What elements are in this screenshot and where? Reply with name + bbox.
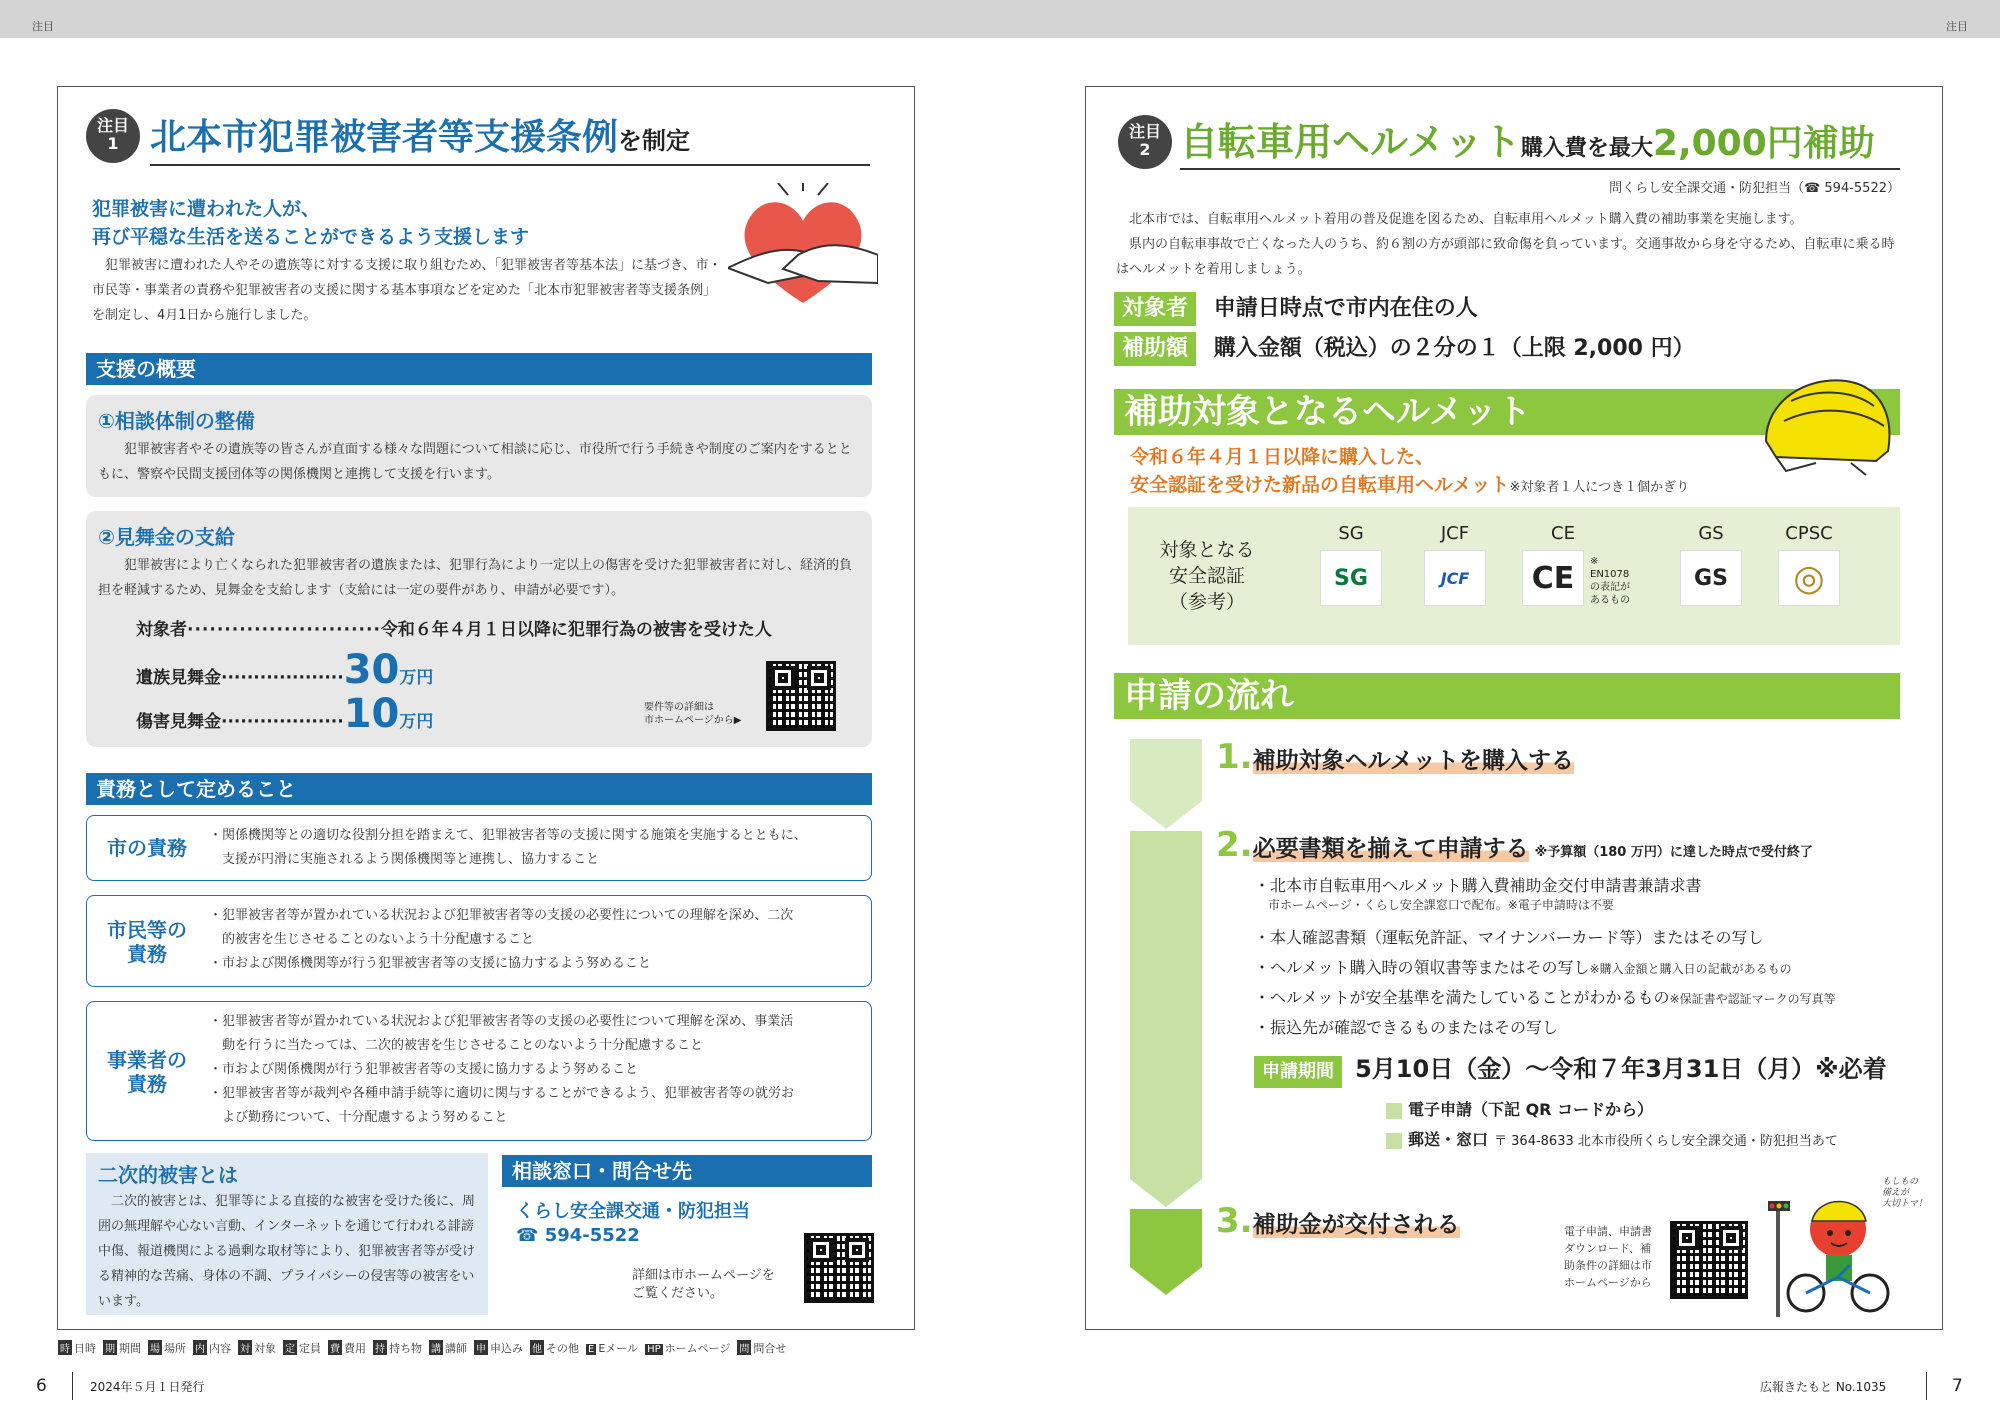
step-3: [1216, 1201, 1460, 1241]
period-label: 申請期間: [1254, 1056, 1342, 1088]
right-title: [1180, 111, 1900, 170]
cert-sg: SG SG: [1320, 523, 1382, 606]
eligibility-row: [1114, 291, 1478, 326]
period-value: 5月10日（金）～令和７年3月31日（月）※必着: [1355, 1055, 1887, 1083]
helmet-illustration: [1756, 371, 1896, 481]
lead-line-1: 犯罪被害に遭われた人が、: [92, 198, 321, 220]
cert-cpsc: CPSC ◎: [1778, 523, 1840, 606]
cert-label: 対象となる 安全認証 （参考）: [1159, 539, 1255, 613]
contact-tel: ☎ 594-5522: [516, 1225, 640, 1246]
lead-line-2: 再び平穏な生活を送ることができるよう支援します: [92, 226, 530, 248]
contact-note: 詳細は市ホームページを ご覧ください。: [632, 1268, 775, 1301]
helmet-conditions: [1130, 443, 1689, 502]
secondary-body: 二次的被害とは、犯罪等による直接的な被害を受けた後に、周囲の無理解や心ない言動、インターネットを通じて行われる誹謗中傷、報道機関による過剰な取材等により、犯罪被害者等が受ける精神的な苦痛、身体の不調、プライバシーの侵害等の被害をいいます。: [98, 1194, 476, 1309]
right-panel: [1085, 86, 1943, 1330]
right-intro-1: 北本市では、自転車用ヘルメット着用の普及促進を図るため、自転車用ヘルメット購入費の補助事業を実施します。: [1129, 212, 1803, 227]
helmet-cond-2: 安全認証を受けた新品の自転車用ヘルメット: [1130, 474, 1510, 496]
issue-date: 2024年５月１日発行: [90, 1380, 205, 1394]
footer-divider-right: [1926, 1372, 1927, 1400]
eligibility-label: 対象者: [1114, 292, 1196, 326]
duty-citizens-label: 市民等の 責務: [107, 918, 187, 966]
sec2-body: 犯罪被害により亡くなられた犯罪被害者の遺族または、犯罪行為により一定以上の傷害を受けた犯罪被害者に対し、経済的負担を軽減するため、見舞金を支給します（支給には一定の要件があり、申請が必要です）。: [98, 558, 853, 598]
subsidy-value: 購入金額（税込）の２分の１（上限 2,000 円）: [1213, 336, 1695, 361]
duties-header: 責務として定めること: [86, 773, 872, 805]
helmet-header: 補助対象となるヘルメット: [1114, 389, 1900, 435]
ce-note: ※ EN1078 の表記が あるもの: [1590, 556, 1630, 606]
injury-row: 傷害見舞金···················10万円: [136, 691, 434, 737]
application-period: [1254, 1049, 1887, 1088]
gs-logo: GS: [1680, 550, 1742, 606]
secondary-damage-box: [86, 1153, 488, 1315]
cert-ce: CE CE: [1522, 523, 1584, 606]
step-3-num: 3.: [1216, 1201, 1253, 1241]
step-1-num: 1.: [1216, 737, 1253, 777]
duty-businesses: [86, 1001, 872, 1141]
condolence-section: [86, 511, 872, 747]
target-label: 対象者: [136, 620, 187, 640]
method-mail-marker: [1386, 1133, 1402, 1149]
method-online: 電子申請（下記 QR コードから）: [1386, 1097, 1653, 1120]
bereaved-amount: 30: [343, 647, 400, 693]
cert-jcf: JCF JCF: [1424, 523, 1486, 606]
flow-header: 申請の流れ: [1114, 673, 1900, 719]
target-row: 対象者··························令和６年４月１日以降に犯罪行為の被害を受けた人: [136, 620, 772, 640]
left-title-main: 北本市犯罪被害者等支援条例: [150, 117, 619, 158]
left-section-tag: 注目: [32, 20, 54, 33]
step-2-num: 2.: [1216, 825, 1253, 865]
cpsc-logo: ◎: [1778, 550, 1840, 606]
bereaved-row: 遺族見舞金···················30万円: [136, 647, 434, 693]
icon-legend: 時 日時 期 期間 場 場所 内 内容 対 対象 定 定員 費 費用 持 持ち物 講 講師 申 申込み 他 その他 E Eメール HP ホームページ 問 問合せ: [60, 1342, 787, 1355]
jcf-logo: JCF: [1424, 550, 1486, 606]
mascot-bubble: もしもの 備えが 大切トマ！: [1882, 1177, 1928, 1209]
sec1-title: ①相談体制の整備: [98, 409, 255, 433]
duty-businesses-label: 事業者の 責務: [107, 1048, 187, 1096]
step-2-text: 必要書類を揃えて申請する: [1252, 836, 1529, 862]
injury-label: 傷害見舞金: [136, 712, 221, 732]
injury-unit: 万円: [399, 712, 434, 732]
duty-city: [86, 815, 872, 881]
left-panel: [57, 86, 915, 1330]
footer-divider-left: [72, 1372, 73, 1400]
doc-5: ・振込先が確認できるものまたはその写し: [1254, 1018, 1559, 1037]
ce-logo: CE: [1522, 550, 1584, 606]
sec2-title: ②見舞金の支給: [98, 525, 235, 549]
helmet-note: ※対象者１人につき１個かぎり: [1509, 480, 1690, 495]
bereaved-label: 遺族見舞金: [136, 668, 221, 688]
step-2: [1216, 825, 1813, 865]
tomato-mascot-bicycle: [1768, 1181, 1898, 1321]
left-title: [150, 109, 870, 166]
right-intro-2: 県内の自転車事故で亡くなった人のうち、約６割の方が頭部に致命傷を負っています。交通事故から身を守るため、自転車に乗る時はヘルメットを着用しましょう。: [1116, 237, 1895, 277]
contact-dept: くらし安全課交通・防犯担当: [516, 1201, 750, 1222]
qr-code-left-2[interactable]: [804, 1233, 874, 1303]
duty-city-text: ・関係機関等との適切な役割分担を踏まえて、犯罪被害者等の支援に関する施策を実施するとともに、 支援が円滑に実施されるよう関係機関等と連携し、協力すること: [209, 828, 807, 867]
lead-text: [92, 195, 529, 251]
step-1-text: 補助対象ヘルメットを購入する: [1252, 748, 1574, 774]
subsidy-label: 補助額: [1114, 332, 1196, 366]
doc-3: ・ヘルメット購入時の領収書等またはその写し※購入金額と購入日の記載があるもの: [1254, 958, 1792, 977]
right-intro: [1116, 207, 1906, 282]
duty-city-label: 市の責務: [107, 836, 187, 860]
sg-logo: SG: [1320, 550, 1382, 606]
duty-citizens: [86, 895, 872, 987]
subsidy-row: [1114, 331, 1695, 366]
doc-1: ・北本市自転車用ヘルメット購入費補助金交付申請書兼請求書 市ホームページ・くらし安全課窓口で配布。※電子申請時は不要: [1254, 876, 1702, 912]
left-title-suffix: を制定: [618, 127, 691, 155]
doc-4: ・ヘルメットが安全基準を満たしていることがわかるもの※保証書や認証マークの写真等: [1254, 988, 1836, 1007]
helmet-cond-1: 令和６年４月１日以降に購入した、: [1130, 446, 1435, 468]
heart-hands-illustration: [728, 183, 878, 313]
page-number-left: 6: [36, 1376, 47, 1396]
duty-citizens-text: ・犯罪被害者等が置かれている状況および犯罪被害者等の支援の必要性についての理解を深め、二次 的被害を生じさせることのないよう十分配慮すること ・市および関係機関等が行う犯罪被害者等の支援に協力するよう努めること: [209, 908, 794, 971]
bereaved-unit: 万円: [399, 668, 434, 688]
consultation-section: [86, 395, 872, 497]
injury-amount: 10: [343, 691, 400, 737]
feature-badge-1: 注目 1: [86, 109, 140, 163]
target-value: 令和６年４月１日以降に犯罪行為の被害を受けた人: [380, 620, 772, 640]
right-title-amount: 2,000円補助: [1652, 123, 1875, 164]
left-intro: 犯罪被害に遭われた人やその遺族等に対する支援に取り組むため、「犯罪被害者等基本法」に基づき、市・市民等・事業者の責務や犯罪被害者の支援に関する基本事項などを定めた「北本市犯罪被害者等支援条例」を制定し、4月1日から施行しました。: [92, 258, 722, 323]
method-online-marker: [1386, 1103, 1402, 1119]
doc-2: ・本人確認書類（運転免許証、マイナンバーカード等）またはその写し: [1254, 928, 1764, 947]
certification-box: [1128, 507, 1900, 645]
qr-code-left-1[interactable]: [766, 661, 836, 731]
inquiry-line: 問くらし安全課交通・防犯担当（☎ 594-5522）: [1609, 181, 1900, 196]
page-number-right: 7: [1952, 1376, 1963, 1396]
secondary-title: 二次的被害とは: [98, 1163, 238, 1187]
feature-badge-2: 注目 2: [1118, 115, 1172, 169]
magazine-name: 広報きたもと No.1035: [1760, 1380, 1887, 1394]
cert-gs: GS GS: [1680, 523, 1742, 606]
method-mail: 郵送・窓口 〒 364-8633 北本市役所くらし安全課交通・防犯担当あて: [1386, 1127, 1838, 1150]
right-section-tag: 注目: [1946, 20, 1968, 33]
step-1: [1216, 737, 1574, 777]
overview-header: 支援の概要: [86, 353, 872, 385]
qr-note-right: 電子申請、申請書 ダウンロード、補 助条件の詳細は市 ホームページから: [1564, 1225, 1652, 1289]
eligibility-value: 申請日時点で市内在住の人: [1213, 296, 1478, 321]
qr-note-left: 要件等の詳細は 市ホームページから▶: [644, 702, 742, 726]
flow-arrow: [1130, 739, 1202, 1299]
step-2-note: ※予算額（180 万円）に達した時点で受付終了: [1534, 845, 1813, 860]
sec1-body: 犯罪被害者やその遺族等の皆さんが直面する様々な問題について相談に応じ、市役所で行う手続きや制度のご案内をするとともに、警察や民間支援団体等の関係機関と連携して支援を行います。: [98, 442, 852, 482]
duty-businesses-text: ・犯罪被害者等が置かれている状況および犯罪被害者等の支援の必要性について理解を深め、事業活 動を行うに当たっては、二次的被害を生じさせることのないよう十分配慮すること ・市および関係機関が行う犯罪被害者等の支援に協力するよう努めること ・犯罪被害者等が裁判や各種申請手続等に適切に関与することができるよう、犯罪被害者等の就労お よび勤務について、十分配慮するよう努めること: [209, 1014, 795, 1125]
top-bar: [0, 0, 2000, 38]
step-3-text: 補助金が交付される: [1252, 1212, 1460, 1238]
right-title-main: 自転車用ヘルメット: [1180, 120, 1521, 164]
qr-code-right[interactable]: [1670, 1221, 1748, 1299]
contact-header: 相談窓口・問合せ先: [502, 1155, 872, 1187]
right-title-mid: 購入費を最大: [1520, 136, 1653, 161]
